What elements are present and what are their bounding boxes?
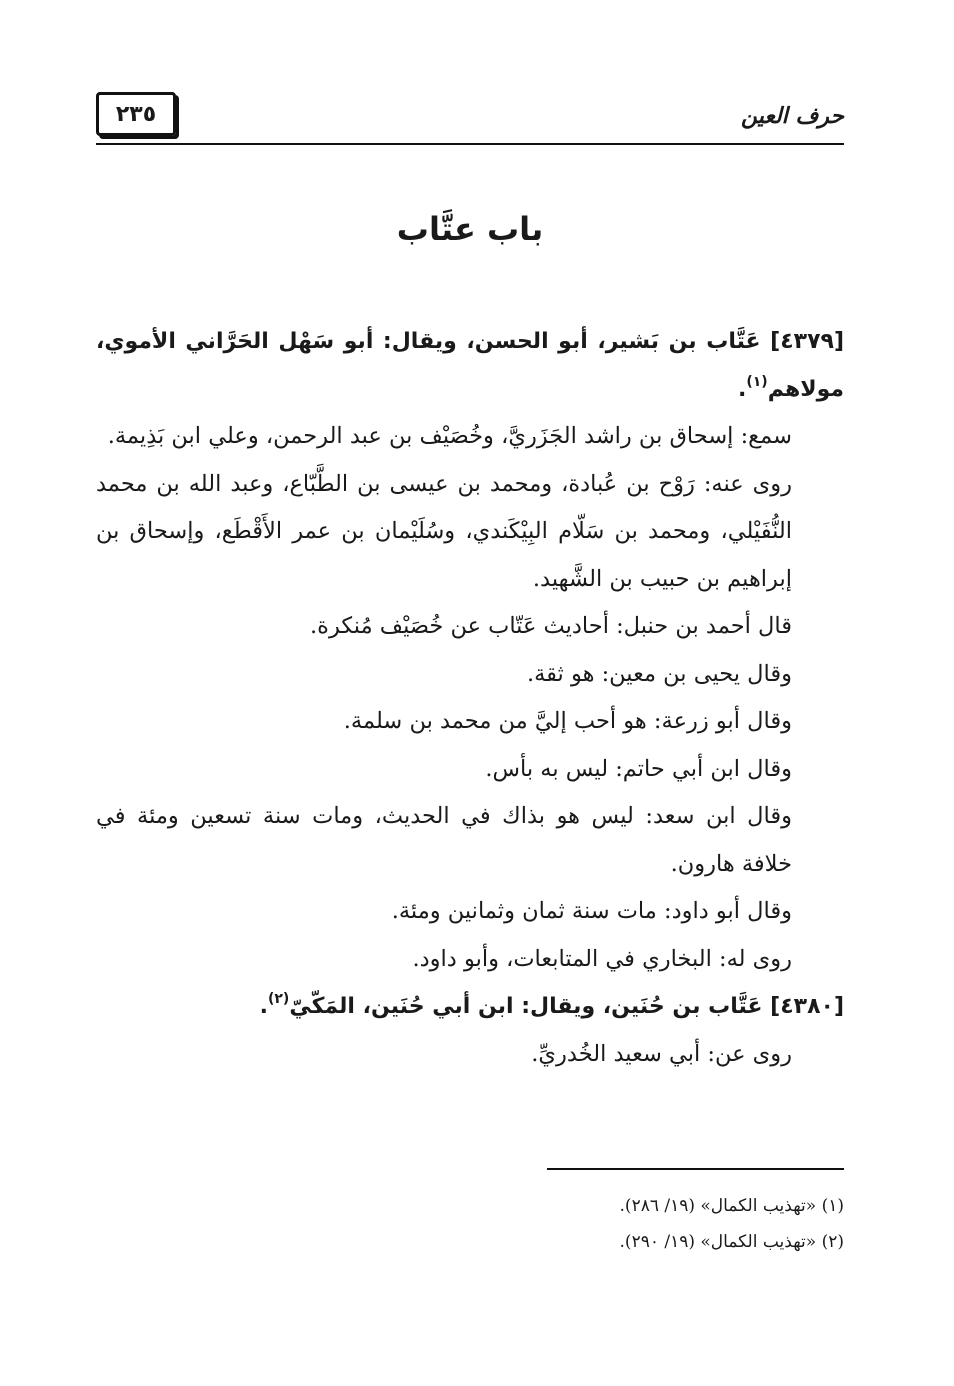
header-rule: [96, 143, 844, 145]
footnote-ref: (١): [746, 373, 768, 390]
paragraph: روى عن: أبي سعيد الخُدريِّ.: [531, 1040, 792, 1067]
entry-heading-text: [٤٣٧٩] عَتَّاب بن بَشير، أبو الحسن، ويقال: أبو سَهْل الحَرَّاني الأموي، مولاهم: [96, 329, 844, 402]
paragraph: وقال أبو داود: مات سنة ثمان وثمانين ومئة.: [391, 898, 792, 924]
paragraph: روى عنه: رَوْح بن عُبادة، ومحمد بن عيسى بن الطَّبّاع، وعبد الله بن محمد النُّفَيْلي، ومحمد بن سَلّام البِيْكَندي، وسُلَيْمان بن عمر الأَقْطَع، وإسحاق بن إبراهيم بن حبيب بن الشَّهيد.: [96, 470, 792, 592]
page-number: ٢٣٥: [96, 92, 176, 136]
footnote: (١) «تهذيب الكمال» (١٩/ ٢٨٦).: [619, 1196, 844, 1216]
entry-heading-text: [٤٣٨٠] عَتَّاب بن حُنَين، ويقال: ابن أبي حُنَين، المَكّيّ: [289, 994, 844, 1019]
paragraph: سمع: إسحاق بن راشد الجَزَريَّ، وخُصَيْف بن عبد الرحمن، وعلي ابن بَذِيمة.: [107, 423, 792, 449]
paragraph: وقال يحيى بن معين: هو ثقة.: [526, 660, 792, 687]
entry-heading: [٤٣٨٠] عَتَّاب بن حُنَين، ويقال: ابن أبي حُنَين، المَكّيّ$^{(٢)}$.: [259, 991, 844, 1019]
footnote-ref: (٢): [267, 991, 290, 1007]
main-text: [96, 318, 844, 1078]
footnotes: [96, 1188, 844, 1260]
paragraph: وقال ابن سعد: ليس هو بذاك في الحديث، ومات سنة تسعين ومئة في خلافة هارون.: [96, 803, 792, 877]
paragraph: وقال أبو زرعة: هو أحب إليَّ من محمد بن سلمة.: [343, 708, 792, 734]
page-header: [96, 92, 844, 144]
paragraph: روى له: البخاري في المتابعات، وأبو داود.: [412, 945, 792, 972]
paragraph: قال أحمد بن حنبل: أحاديث عَتّاب عن خُصَيْف مُنكرة.: [310, 613, 792, 639]
running-title: حرف العين: [740, 104, 844, 129]
paragraph: وقال ابن أبي حاتم: ليس به بأس.: [485, 755, 792, 782]
footnote-rule: [547, 1168, 844, 1170]
chapter-title: باب عتَّاب: [396, 210, 544, 248]
entry-heading: [٤٣٧٩] عَتَّاب بن بَشير، أبو الحسن، ويقال: أبو سَهْل الحَرَّاني الأموي، مولاهم$^{(١)}$.: [96, 329, 844, 402]
footnote: (٢) «تهذيب الكمال» (١٩/ ٢٩٠).: [619, 1232, 844, 1252]
